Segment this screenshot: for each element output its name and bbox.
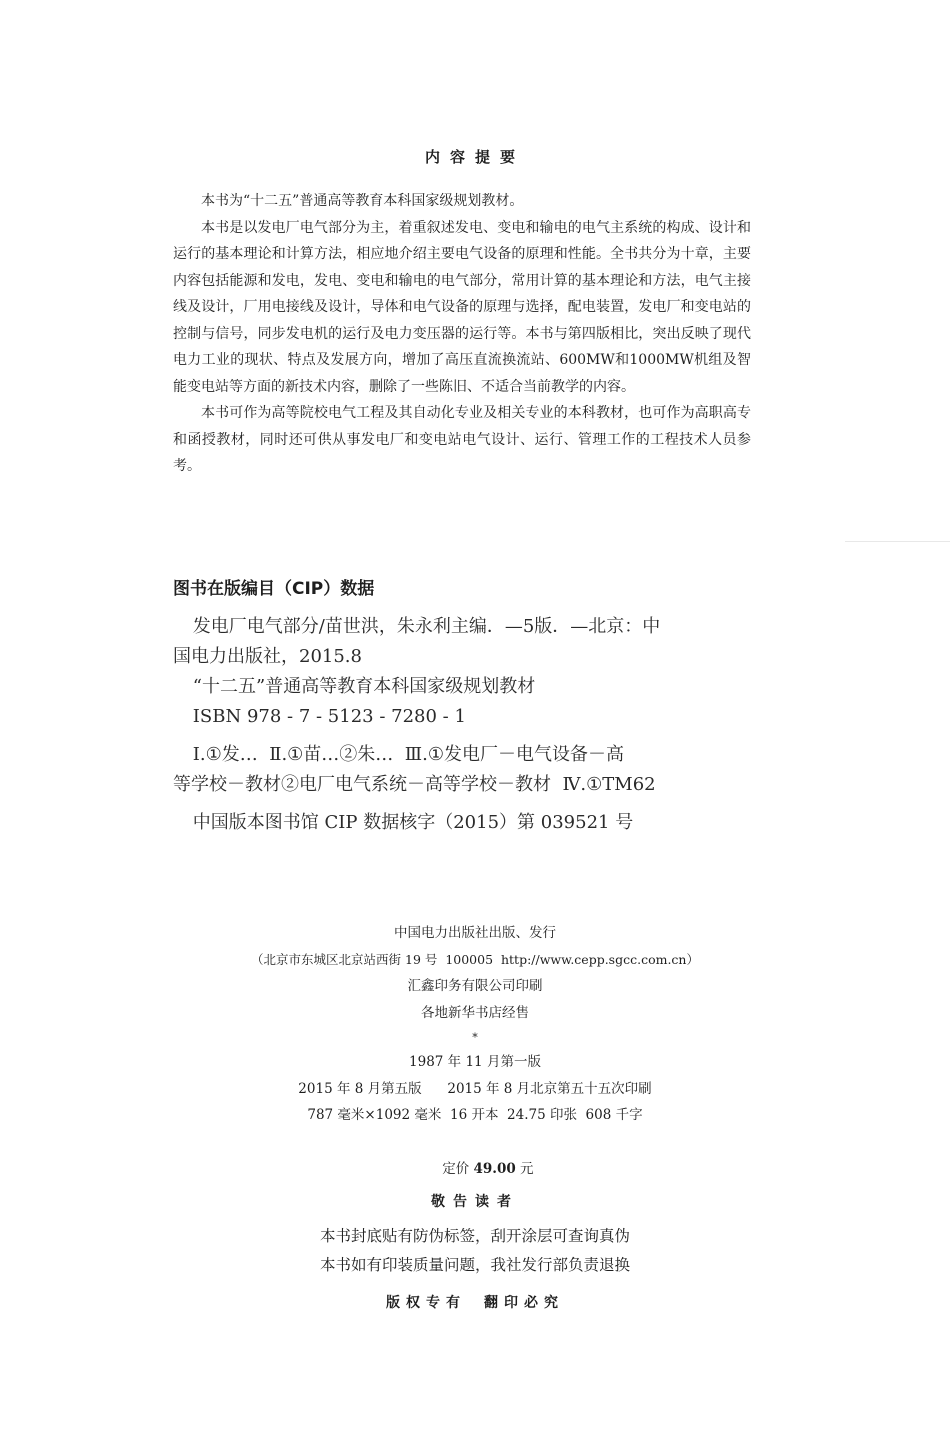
price-unit: 元 bbox=[515, 1160, 534, 1177]
summary-paragraph-3: 本书可作为高等院校电气工程及其自动化专业及相关专业的本科教材，也可作为高职高专和函授教材，同时还可供从事发电厂和变电站电气设计、运行、管理工作的工程技术人员参考。 bbox=[173, 405, 751, 474]
summary-paragraph-1: 本书为“十二五”普通高等教育本科国家级规划教材。 bbox=[201, 193, 524, 209]
format-line: 787 毫米×1092 毫米 16 开本 24.75 印张 608 千字 bbox=[307, 1107, 643, 1124]
distributor-line: 各地新华书店经售 bbox=[421, 1005, 529, 1022]
copyright-notice bbox=[0, 1292, 950, 1312]
cip-library-record: 中国版本图书馆 CIP 数据核字（2015）第 039521 号 bbox=[192, 812, 634, 833]
publication-info bbox=[0, 920, 950, 1209]
scan-artifact-line bbox=[845, 541, 950, 542]
separator-asterisk: * bbox=[472, 1030, 478, 1044]
cip-classification-line-1: Ⅰ.①发… Ⅱ.①苗…②朱… Ⅲ.①发电厂－电气设备－高 bbox=[192, 744, 624, 765]
address-line: （北京市东城区北京站西街 19 号 100005 http://www.cepp.sgcc.com.cn） bbox=[251, 951, 699, 967]
notice-line-1: 本书封底贴有防伪标签，刮开涂层可查询真伪 bbox=[319, 1227, 630, 1245]
copyright-left: 版权专有 bbox=[386, 1295, 466, 1311]
printer-line: 汇鑫印务有限公司印刷 bbox=[407, 978, 543, 995]
summary-paragraph-2: 本书是以发电厂电气部分为主，着重叙述发电、变电和输电的电气主系统的构成、设计和运行的基本理论和计算方法，相应地介绍主要电气设备的原理和性能。全书共分为十章，主要内容包括能源和发电，发电、变电和输电的电气部分，常用计算的基本理论和方法，电气主接线及设计，厂用电接线及设计，导体和电气设备的原理与选择，配电装置，发电厂和变电站的控制与信号，同步发电机的运行及电力变压器的运行等。本书与第四版相比，突出反映了现代电力工业的现状、特点及发展方向，增加了高压直流换流站、600MW和1000MW机组及智能变电站等方面的新技术内容，删除了一些陈旧、不适合当前教学的内容。 bbox=[173, 219, 751, 395]
cip-title-line-1: 发电厂电气部分/苗世洪，朱永利主编．—5版．—北京：中 bbox=[192, 616, 661, 637]
copyright-right: 翻印必究 bbox=[484, 1295, 564, 1311]
price-label: 定价 bbox=[442, 1160, 474, 1177]
cip-classification-line-2: 等学校－教材②电厂电气系统－高等学校－教材 Ⅳ.①TM62 bbox=[173, 774, 656, 795]
notice-text bbox=[0, 1222, 950, 1280]
notice-line-2: 本书如有印装质量问题，我社发行部负责退换 bbox=[319, 1256, 630, 1274]
summary-heading: 内容提要 bbox=[424, 148, 525, 166]
cip-title-line-2: 国电力出版社，2015.8 bbox=[173, 646, 362, 667]
first-edition-line: 1987 年 11 月第一版 bbox=[409, 1053, 541, 1070]
notice-heading: 敬告读者 bbox=[431, 1194, 519, 1210]
cip-data bbox=[173, 612, 753, 838]
cip-isbn: ISBN 978 - 7 - 5123 - 7280 - 1 bbox=[192, 706, 466, 727]
publisher-line: 中国电力出版社出版、发行 bbox=[394, 925, 556, 941]
edition-printing-line: 2015 年 8 月第五版 2015 年 8 月北京第五十五次印刷 bbox=[298, 1080, 652, 1097]
cip-heading: 图书在版编目（CIP）数据 bbox=[173, 579, 375, 599]
cip-series: “十二五”普通高等教育本科国家级规划教材 bbox=[192, 676, 536, 697]
price-value: 49.00 bbox=[473, 1160, 516, 1177]
summary-text bbox=[173, 188, 751, 480]
